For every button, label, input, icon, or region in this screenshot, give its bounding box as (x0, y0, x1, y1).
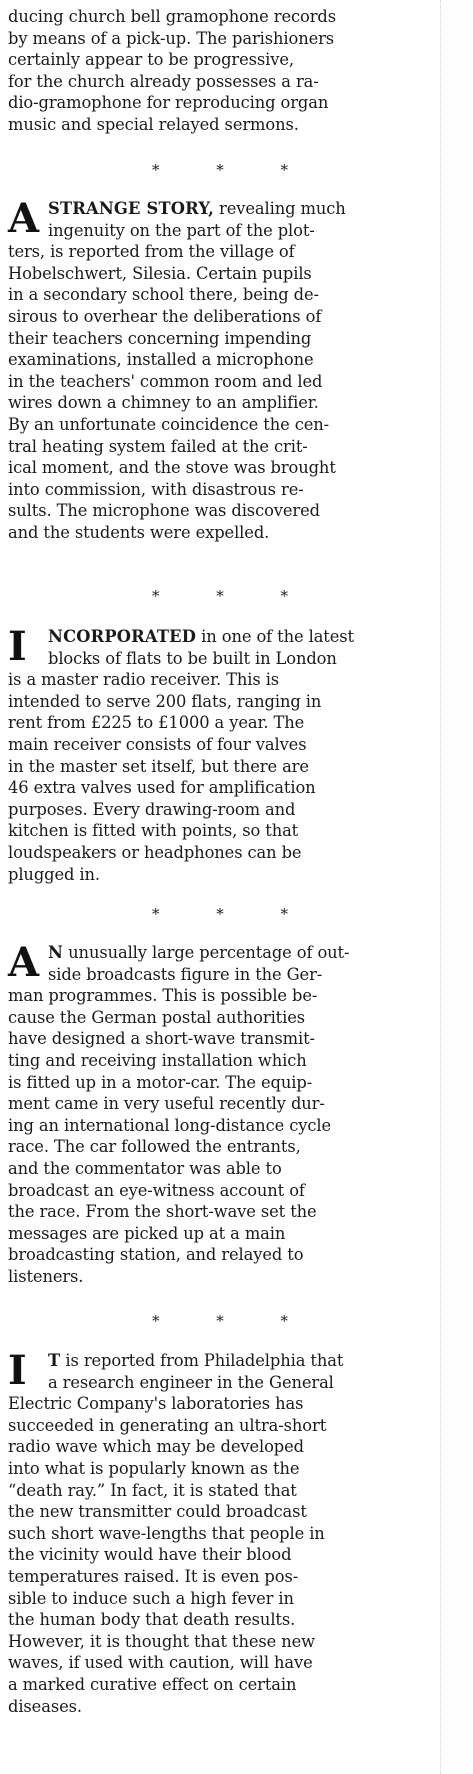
text-line: wires down a chimney to an amplifier. (8, 393, 319, 413)
text-line: temperatures raised. It is even pos- (8, 1566, 299, 1586)
text-line: certainly appear to be progressive, (8, 50, 294, 70)
text-line: for the church already possesses a ra- (8, 71, 319, 91)
drop-cap: A (8, 939, 40, 986)
drop-cap: I (8, 623, 27, 670)
text-line: plugged in. (8, 864, 100, 884)
text-line: have designed a short-wave transmit- (8, 1029, 315, 1049)
text-line: examinations, installed a microphone (8, 350, 314, 370)
text-line: main receiver consists of four valves (8, 734, 307, 754)
text-line: succeeded in generating an ultra-short (8, 1415, 327, 1435)
text-line: a marked curative effect on certain (8, 1674, 297, 1694)
text-line: by means of a pick-up. The parishioners (8, 28, 335, 48)
text-line: ical moment, and the stove was brought (8, 458, 336, 478)
lead-in: N (48, 943, 64, 962)
text-line: race. The car followed the entrants, (8, 1137, 301, 1157)
text-line: messages are picked up at a main (8, 1223, 286, 1243)
text-line: ing an international long-distance cycle (8, 1115, 331, 1135)
text-line: the new transmitter could broadcast (8, 1502, 307, 1522)
text-line: is a master radio receiver. This is (8, 670, 280, 690)
text-line: ting and receiving installation which (8, 1050, 307, 1070)
text-line: in the master set itself, but there are (8, 756, 309, 776)
text-line: the human body that death results. (8, 1610, 296, 1630)
lead-rest: in one of the latest (196, 627, 354, 646)
text-line (8, 626, 438, 648)
text-line: the race. From the short-wave set the (8, 1202, 317, 1222)
text-line: sirous to overhear the deliberations of (8, 306, 322, 326)
text-line: rent from £225 to £1000 a year. The (8, 713, 305, 733)
text-line: listeners. (8, 1266, 84, 1286)
text-line: such short wave-lengths that people in (8, 1523, 325, 1543)
text-line: the vicinity would have their blood (8, 1545, 292, 1565)
text-line: side broadcasts figure in the Ger- (48, 964, 323, 984)
section-separator: * * * (151, 587, 289, 605)
text-line: blocks of flats to be built in London (48, 648, 337, 668)
text-line: radio wave which may be developed (8, 1437, 304, 1457)
lead-in: NCORPORATED (48, 627, 197, 646)
text-line: dio-gramophone for reproducing organ (8, 93, 329, 113)
text-line: intended to serve 200 flats, ranging in (8, 691, 322, 711)
text-line: loudspeakers or headphones can be (8, 842, 302, 862)
text-line: “death ray.” In fact, it is stated that (8, 1480, 297, 1500)
lead-rest: is reported from Philadelphia that (60, 1351, 344, 1370)
text-line: in a secondary school there, being de- (8, 285, 319, 305)
drop-cap: I (8, 1347, 27, 1394)
text-line (8, 942, 438, 964)
text-line: music and special relayed sermons. (8, 114, 299, 134)
text-line: ment came in very useful recently dur- (8, 1094, 325, 1114)
text-line: ters, is reported from the village of (8, 242, 295, 262)
news-item-outside-broadcasts (8, 939, 438, 1288)
lead-in: STRANGE STORY, (48, 199, 214, 218)
text-line: broadcast an eye-witness account of (8, 1180, 305, 1200)
text-line: sults. The microphone was discovered (8, 501, 320, 521)
text-line: and the commentator was able to (8, 1158, 282, 1178)
drop-cap: A (8, 195, 40, 242)
page-edge-margin (440, 0, 473, 1774)
text-line: man programmes. This is possible be- (8, 986, 318, 1006)
news-item-strange-story (8, 195, 438, 544)
text-line: Hobelschwert, Silesia. Certain pupils (8, 263, 312, 283)
text-line: waves, if used with caution, will have (8, 1653, 313, 1673)
lead-rest: unusually large percentage of out- (63, 943, 350, 962)
text-line: in the teachers' common room and led (8, 371, 323, 391)
text-line: broadcasting station, and relayed to (8, 1245, 304, 1265)
lead-rest: revealing much (213, 199, 346, 218)
text-line: purposes. Every drawing-room and (8, 799, 296, 819)
news-item-incorporated (8, 623, 438, 885)
text-line: cause the German postal authorities (8, 1007, 306, 1027)
text-line: sible to induce such a high fever in (8, 1588, 294, 1608)
text-line: is fitted up in a motor-car. The equip- (8, 1072, 313, 1092)
news-item-death-ray (8, 1347, 438, 1717)
text-line: into commission, with disastrous re- (8, 479, 304, 499)
section-separator: * * * (151, 161, 289, 179)
text-line: their teachers concerning impending (8, 328, 312, 348)
text-line: 46 extra valves used for amplification (8, 778, 316, 798)
text-line: However, it is thought that these new (8, 1631, 315, 1651)
article-fragment (8, 6, 438, 136)
text-line: ingenuity on the part of the plot- (48, 220, 315, 240)
text-line: By an unfortunate coincidence the cen- (8, 414, 330, 434)
text-line: a research engineer in the General (48, 1372, 334, 1392)
section-separator: * * * (151, 1312, 289, 1330)
text-line (8, 198, 438, 220)
text-line: diseases. (8, 1696, 82, 1716)
text-line: and the students were expelled. (8, 522, 270, 542)
text-line: Electric Company's laboratories has (8, 1394, 304, 1414)
text-line: into what is popularly known as the (8, 1458, 300, 1478)
text-line: kitchen is fitted with points, so that (8, 821, 299, 841)
text-line (8, 1350, 438, 1372)
lead-in: T (48, 1351, 61, 1370)
text-line: tral heating system failed at the crit- (8, 436, 308, 456)
text-line: ducing church bell gramophone records (8, 7, 336, 26)
section-separator: * * * (151, 905, 289, 923)
